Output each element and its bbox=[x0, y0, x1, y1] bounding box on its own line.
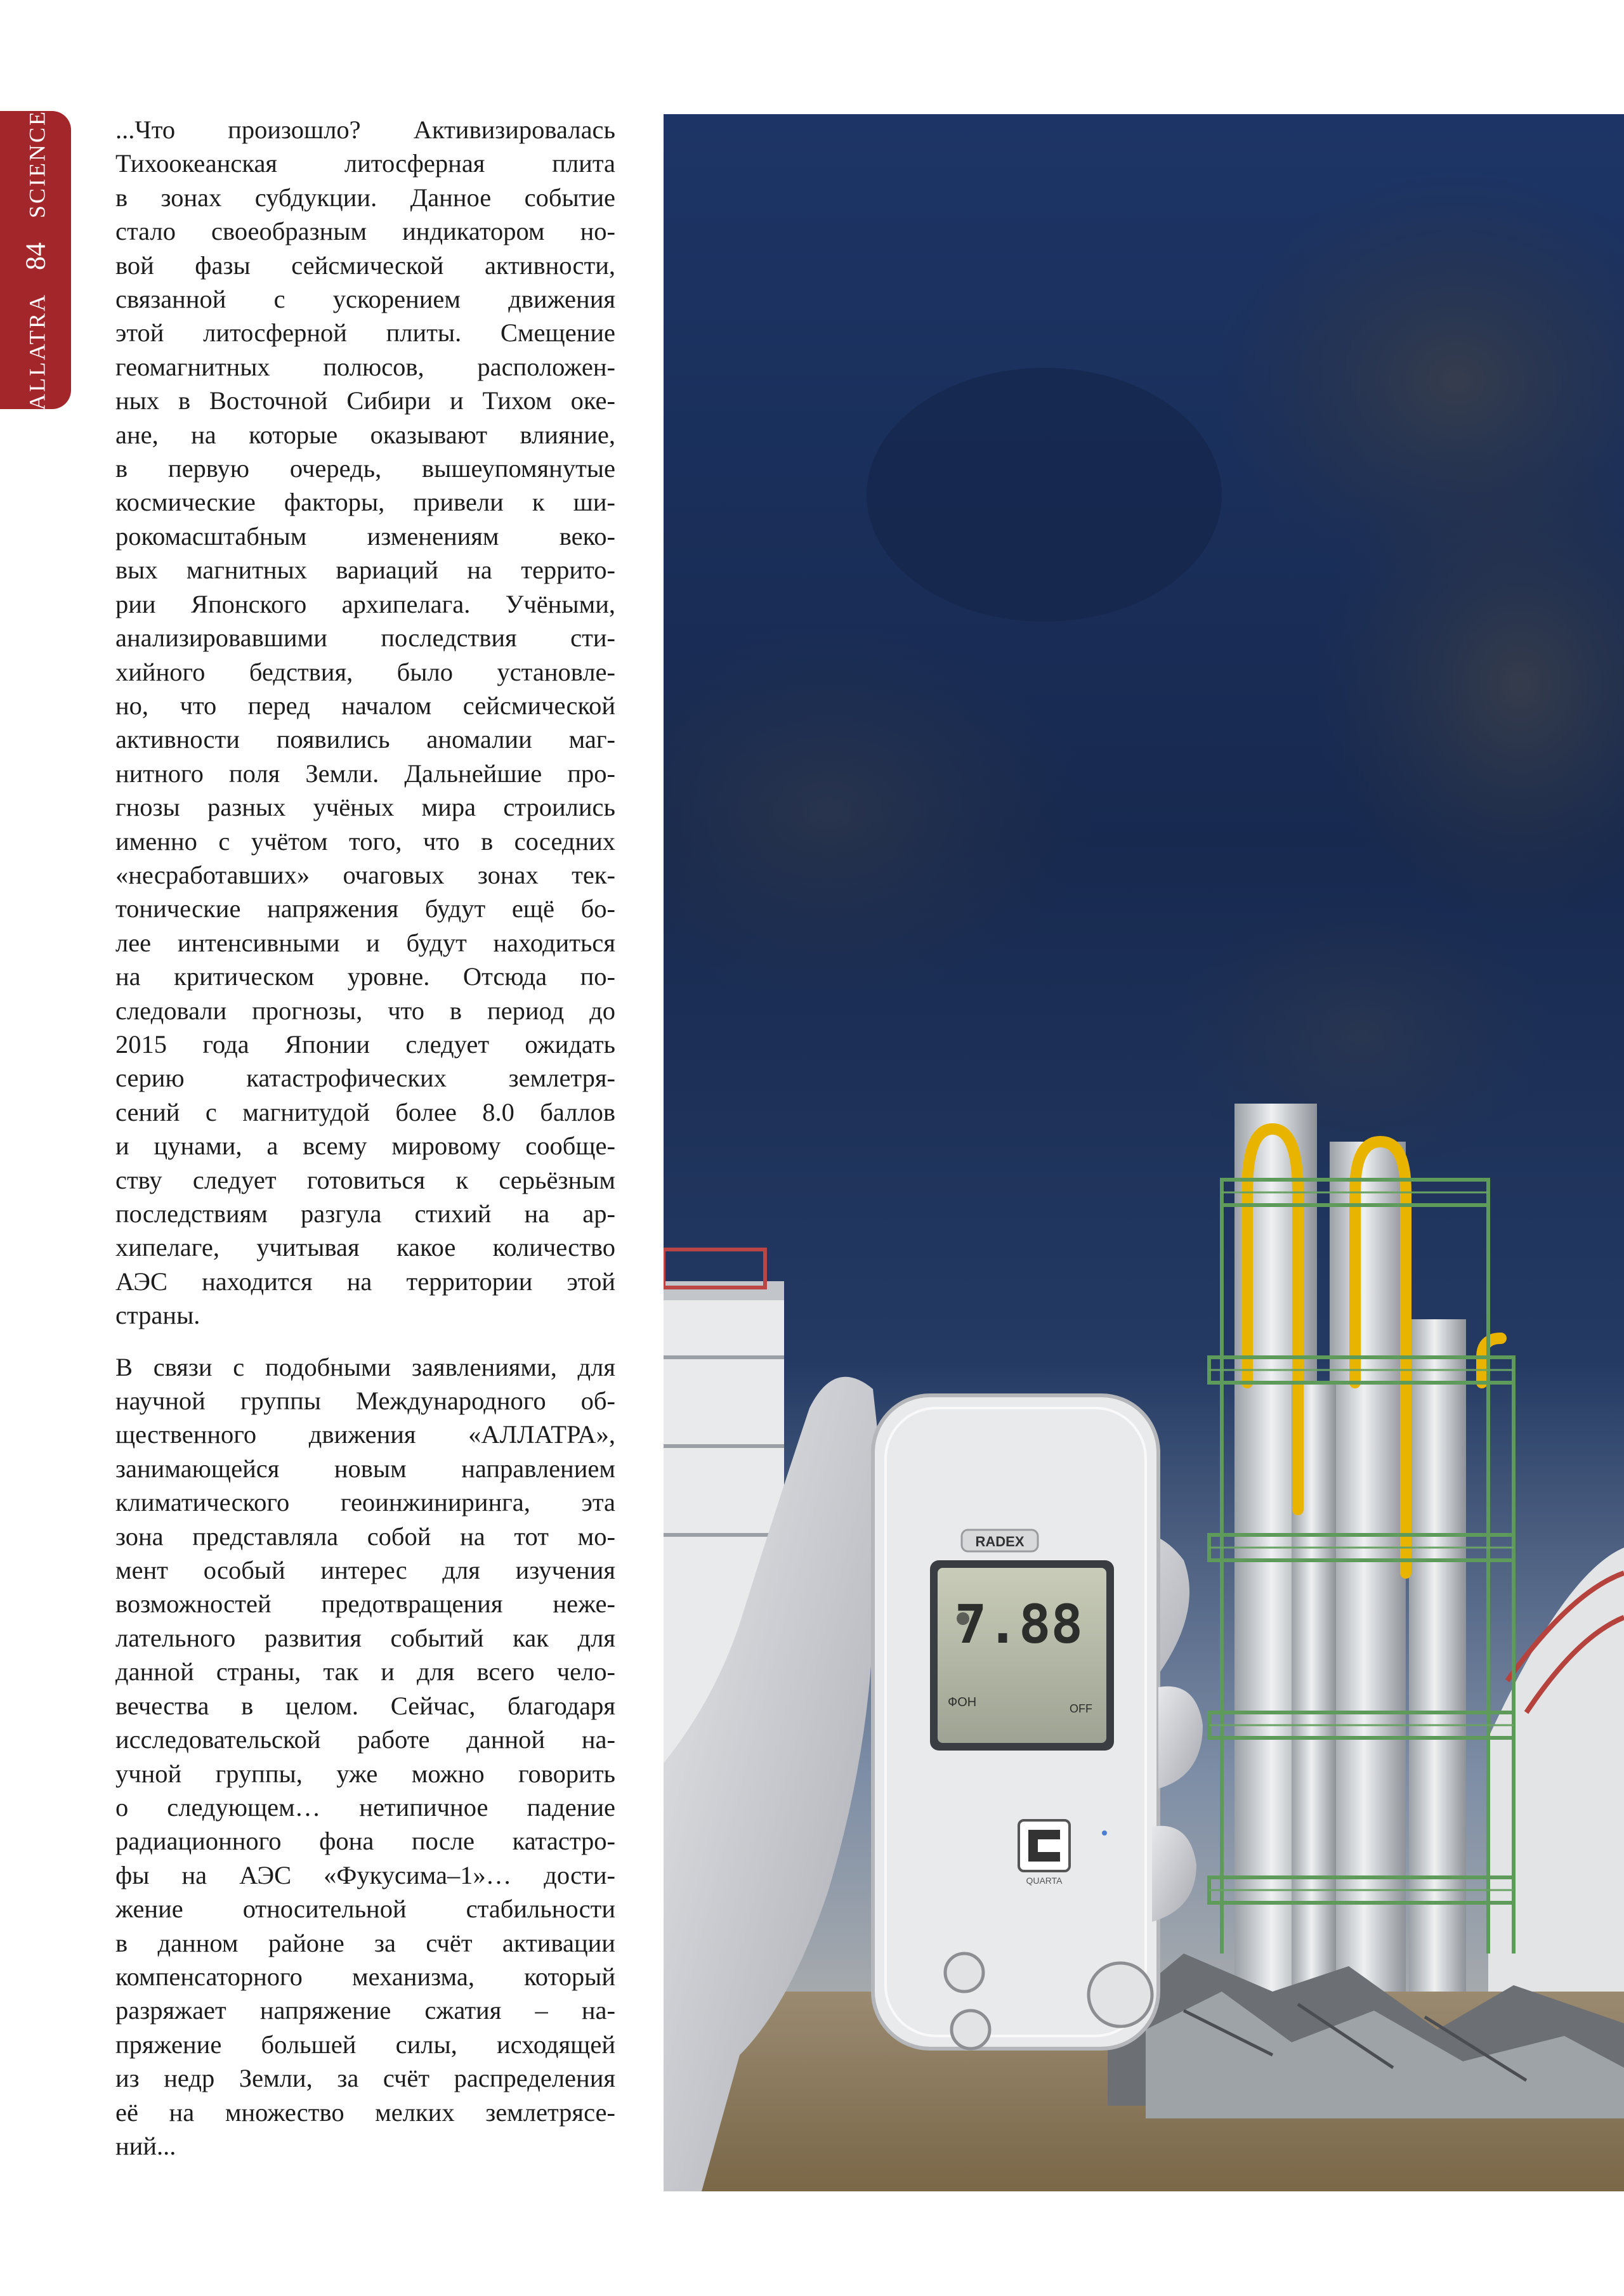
text-line: активности появились аномалии маг- bbox=[115, 725, 615, 754]
text-line: разряжает напряжение сжатия – на- bbox=[115, 1996, 615, 2025]
text-line: в зонах субдукции. Данное событие bbox=[115, 183, 615, 212]
text-line: данной страны, так и для всего чело- bbox=[115, 1657, 615, 1686]
text-line: ане, на которые оказывают влияние, bbox=[115, 420, 615, 449]
text-line: из недр Земли, за счёт распределения bbox=[115, 2064, 615, 2093]
text-line: космические факторы, привели к ши- bbox=[115, 488, 615, 517]
text-line: радиационного фона после катастро- bbox=[115, 1827, 615, 1856]
text-line: «несработавших» очаговых зонах тек- bbox=[115, 860, 615, 889]
device-mode-right: OFF bbox=[1070, 1702, 1092, 1715]
text-line: компенсаторного механизма, который bbox=[115, 1962, 615, 1991]
text-line: гнозы разных учёных мира строились bbox=[115, 793, 615, 822]
text-line: тонические напряжения будут ещё бо- bbox=[115, 894, 615, 923]
text-line: хийного бедствия, было установле- bbox=[115, 657, 615, 686]
text-line: щественного движения «АЛЛАТРА», bbox=[115, 1420, 615, 1449]
text-line: ...Что произошло? Активизировалась bbox=[115, 115, 615, 144]
text-line: ний... bbox=[115, 2131, 176, 2160]
text-line: лее интенсивными и будут находиться bbox=[115, 928, 615, 957]
text-line: сений с магнитудой более 8.0 баллов bbox=[115, 1097, 615, 1126]
section-label: SCIENCE bbox=[24, 109, 50, 219]
text-line: ству следует готовиться к серьёзным bbox=[115, 1165, 615, 1194]
sidebar-label bbox=[20, 110, 52, 410]
text-line: В связи с подобными заявлениями, для bbox=[115, 1352, 615, 1381]
text-line: и цунами, а всему мировому сообще- bbox=[115, 1132, 615, 1161]
text-line: стало своеобразным индикатором но- bbox=[115, 217, 615, 246]
text-line: следовали прогнозы, что в период до bbox=[115, 996, 615, 1025]
text-line: хипелаге, учитывая какое количество bbox=[115, 1233, 615, 1262]
paragraph-1 bbox=[115, 113, 615, 1333]
device-logo: QUARTA bbox=[1026, 1875, 1063, 1886]
text-line: связанной с ускорением движения bbox=[115, 285, 615, 314]
text-line: но, что перед началом сейсмической bbox=[115, 691, 615, 720]
text-line: её на множество мелких землетрясе- bbox=[115, 2097, 615, 2127]
text-line: Тихоокеанская литосферная плита bbox=[115, 149, 615, 178]
text-line: мент особый интерес для изучения bbox=[115, 1556, 615, 1585]
text-line: 2015 года Японии следует ожидать bbox=[115, 1029, 615, 1059]
text-line: рокомасштабным изменениям веко- bbox=[115, 521, 615, 551]
device-mode-left: ФОН bbox=[948, 1695, 977, 1709]
text-line: учной группы, уже можно говорить bbox=[115, 1759, 615, 1788]
text-line: АЭС находится на территории этой bbox=[115, 1267, 615, 1296]
text-line: ных в Восточной Сибири и Тихом оке- bbox=[115, 386, 615, 415]
text-line: в первую очередь, вышеупомянутые bbox=[115, 454, 615, 483]
paragraph-2 bbox=[115, 1350, 615, 2163]
sidebar-tab bbox=[0, 111, 71, 409]
page-number: 84 bbox=[20, 242, 51, 271]
brand-label: ALLATRA bbox=[24, 294, 50, 411]
text-line: фы на АЭС «Фукусима–1»… дости- bbox=[115, 1860, 615, 1889]
text-line: на критическом уровне. Отсюда по- bbox=[115, 962, 615, 991]
text-line: исследовательской работе данной на- bbox=[115, 1725, 615, 1754]
text-line: геомагнитных полюсов, расположен- bbox=[115, 352, 615, 381]
text-line: последствиям разгула стихий на ар- bbox=[115, 1199, 615, 1228]
text-line: возможностей предотвращения неже- bbox=[115, 1589, 615, 1619]
text-line: именно с учётом того, что в соседних bbox=[115, 826, 615, 856]
device-reading: 7.88 bbox=[954, 1593, 1084, 1655]
text-line: вых магнитных вариаций на террито- bbox=[115, 556, 615, 585]
text-line: научной группы Международного об- bbox=[115, 1386, 615, 1416]
text-line: серию катастрофических землетря- bbox=[115, 1064, 615, 1093]
radiation-photo bbox=[664, 114, 1624, 2191]
text-line: занимающейся новым направлением bbox=[115, 1454, 615, 1483]
text-line: этой литосферной плиты. Смещение bbox=[115, 318, 615, 348]
text-line: жение относительной стабильности bbox=[115, 1895, 615, 1924]
text-line: страны. bbox=[115, 1301, 200, 1330]
text-line: в данном районе за счёт активации bbox=[115, 1928, 615, 1957]
text-line: зона представляла собой на тот мо- bbox=[115, 1522, 615, 1551]
text-line: рии Японского архипелага. Учёными, bbox=[115, 589, 615, 618]
text-line: о следующем… нетипичное падение bbox=[115, 1792, 615, 1822]
text-line: пряжение большей силы, исходящей bbox=[115, 2030, 615, 2059]
text-line: климатического геоинжиниринга, эта bbox=[115, 1488, 615, 1517]
text-line: нитного поля Земли. Дальнейшие про- bbox=[115, 759, 615, 788]
text-line: лательного развития событий как для bbox=[115, 1623, 615, 1652]
text-line: вой фазы сейсмической активности, bbox=[115, 251, 615, 280]
text-line: вечества в целом. Сейчас, благодаря bbox=[115, 1691, 615, 1720]
device-brand: RADEX bbox=[975, 1534, 1025, 1549]
text-line: анализировавшими последствия сти- bbox=[115, 623, 615, 653]
article-body bbox=[115, 113, 615, 2181]
